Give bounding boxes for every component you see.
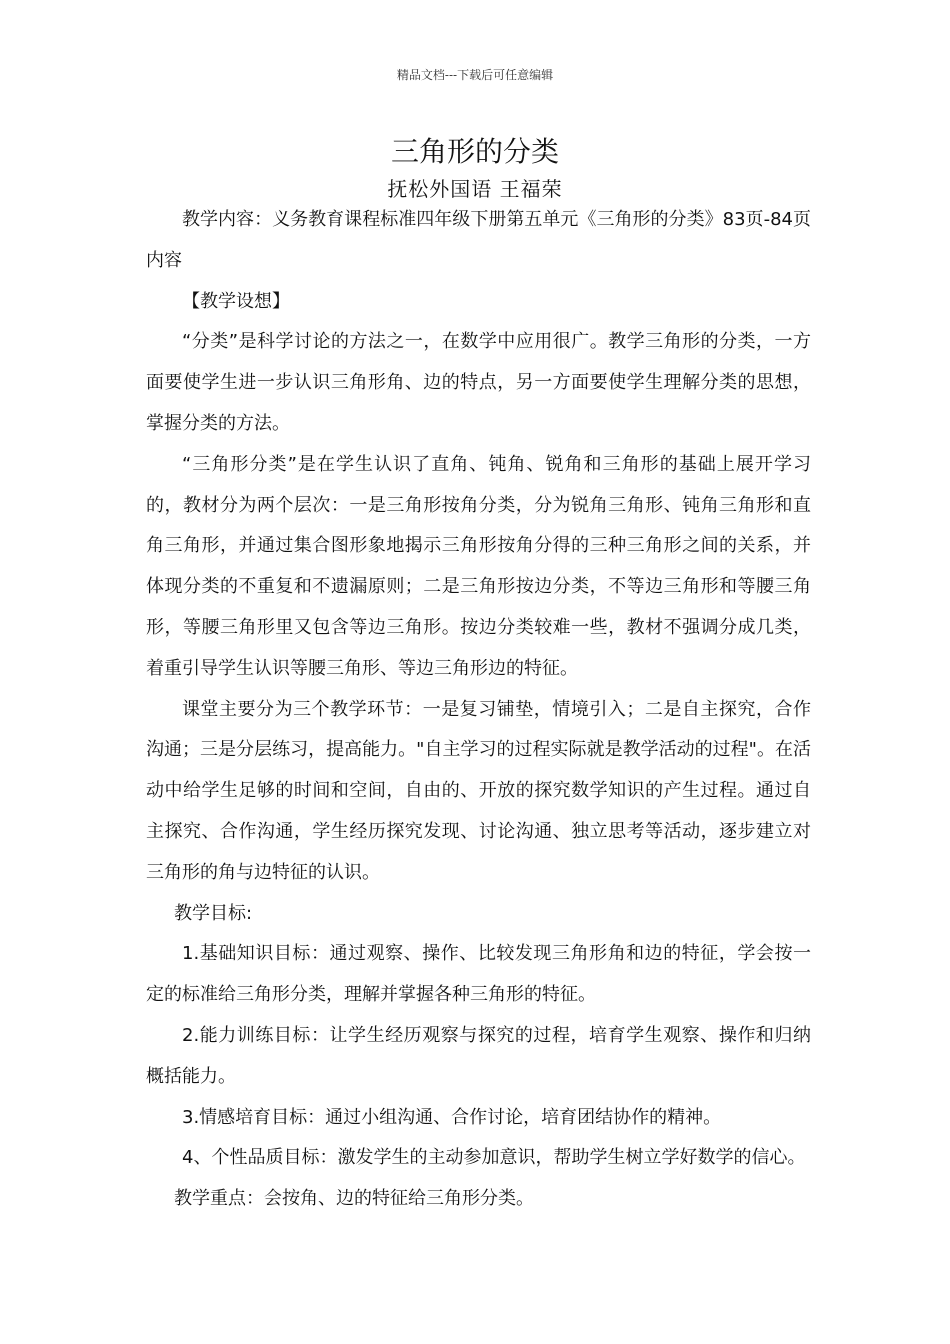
document-body <box>146 200 811 1220</box>
author-line: 抚松外国语 王福荣 <box>387 177 563 201</box>
goal-item-ability-training: 2.能力训练目标：让学生经历观察与探究的过程，培育学生观察、操作和归纳概括能力。 <box>146 1024 811 1087</box>
goal-item-emotion: 3.情感培育目标：通过小组沟通、合作讨论，培育团结协作的精神。 <box>182 1106 722 1128</box>
paragraph-class-stages: 课堂主要分为三个教学环节：一是复习铺垫，情境引入；二是自主探究，合作沟通；三是分层练习，提高能力。"自主学习的过程实际就是教学活动的过程"。在活动中给学生足够的时间和空间，自由的、开放的探究数学知识的产生过程。通过自主探究、合作沟通，学生经历探究发现、讨论沟通、独立思考等活动，逐步建立对三角形的角与边特征的认识。 <box>146 698 811 883</box>
header-note: 精品文档---下载后可任意编辑 <box>396 68 554 82</box>
section-heading-teaching-goals: 教学目标: <box>174 902 253 924</box>
section-heading-teaching-idea: 【教学设想】 <box>182 290 290 312</box>
teaching-focus-paragraph: 教学重点：会按角、边的特征给三角形分类。 <box>174 1188 534 1210</box>
teaching-content-paragraph: 教学内容：义务教育课程标准四年级下册第五单元《三角形的分类》83页-84页内容 <box>146 209 811 271</box>
goal-item-personality: 4、个性品质目标：激发学生的主动参加意识，帮助学生树立学好数学的信心。 <box>182 1147 806 1169</box>
paragraph-textbook-levels: “三角形分类”是在学生认识了直角、钝角、锐角和三角形的基础上展开学习的，教材分为两个层次：一是三角形按角分类，分为锐角三角形、钝角三角形和直角三角形，并通过集合图形象地揭示三角形按角分得的三种三角形之间的关系，并体现分类的不重复和不遗漏原则；二是三角形按边分类，不等边三角形和等腰三角形，等腰三角形里又包含等边三角形。按边分类较难一些，教材不强调分成几类，着重引导学生认识等腰三角形、等边三角形边的特征。 <box>146 453 811 679</box>
page-title: 三角形的分类 <box>390 135 559 168</box>
goal-item-basic-knowledge: 1.基础知识目标：通过观察、操作、比较发现三角形角和边的特征，学会按一定的标准给三角形分类，理解并掌握各种三角形的特征。 <box>146 943 811 1006</box>
paragraph-classification-intro: “分类”是科学讨论的方法之一，在数学中应用很广。教学三角形的分类，一方面要使学生进一步认识三角形角、边的特点，另一方面要使学生理解分类的思想，掌握分类的方法。 <box>146 331 811 434</box>
